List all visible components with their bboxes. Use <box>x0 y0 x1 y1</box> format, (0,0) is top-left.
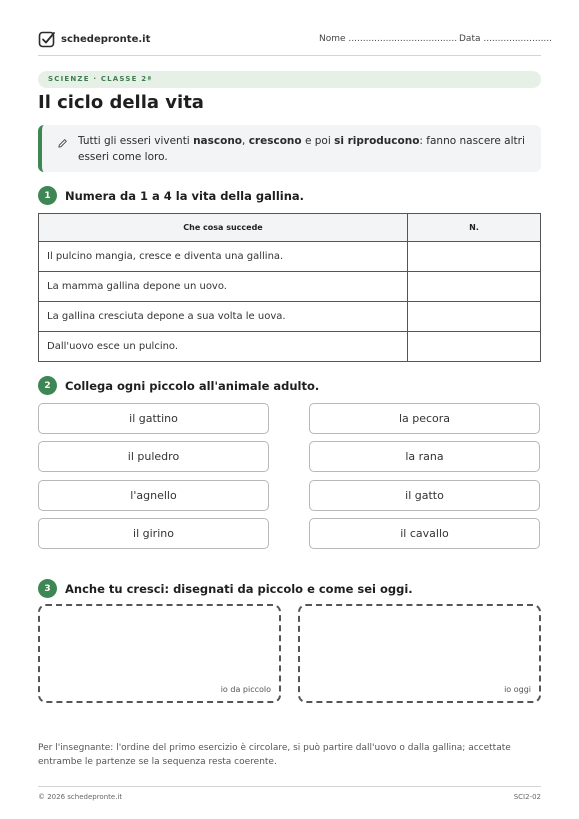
number-answer-cell[interactable] <box>408 332 541 362</box>
column-header-event: Che cosa succede <box>39 214 408 242</box>
footer-code: SCI2-02 <box>513 793 541 801</box>
intro-text: Tutti gli esseri viventi nascono, crescono e poi si riproducono: fanno nascere altri esseri come loro. <box>78 135 525 163</box>
teacher-note: Per l'insegnante: l'ordine del primo esercizio è circolare, si può partire dall'uovo o dalla gallina; accettate entrambe le partenze se la sequenza resta coerente. <box>38 743 511 767</box>
adult-animal-box[interactable]: la pecora <box>309 403 540 434</box>
drawing-box-young[interactable] <box>38 604 281 703</box>
event-cell: La gallina cresciuta depone a sua volta le uova. <box>39 302 408 332</box>
table-row <box>39 332 541 362</box>
subject-label: SCIENZE · CLASSE 2ª <box>48 75 153 83</box>
drawing-box-today[interactable] <box>298 604 541 703</box>
name-field[interactable]: Nome ...................................... <box>319 34 458 44</box>
logo <box>38 30 150 48</box>
number-answer-cell[interactable] <box>408 302 541 332</box>
adult-animal-box[interactable]: la rana <box>309 441 540 472</box>
number-answer-cell[interactable] <box>408 242 541 272</box>
exercise-3-number: 3 <box>38 579 57 598</box>
exercise-3-heading <box>38 579 413 598</box>
date-field[interactable]: Data ........................ <box>459 34 553 44</box>
exercise-1-heading <box>38 186 304 205</box>
number-answer-cell[interactable] <box>408 272 541 302</box>
adult-animal-box[interactable]: il cavallo <box>309 518 540 549</box>
young-animal-box[interactable]: il gattino <box>38 403 269 434</box>
young-animal-box[interactable]: il girino <box>38 518 269 549</box>
exercise-3-title: Anche tu cresci: disegnati da piccolo e come sei oggi. <box>65 581 413 596</box>
drawing-caption-today: io oggi <box>504 685 531 694</box>
sequence-table <box>38 213 541 362</box>
exercise-1-title: Numera da 1 a 4 la vita della gallina. <box>65 188 305 203</box>
event-cell: Il pulcino mangia, cresce e diventa una gallina. <box>39 242 408 272</box>
exercise-2-title: Collega ogni piccolo all'animale adulto. <box>65 378 320 393</box>
event-cell: Dall'uovo esce un pulcino. <box>39 332 408 362</box>
page-title: Il ciclo della vita <box>38 92 204 113</box>
intro-bold-riproducono: si riproducono <box>334 135 420 147</box>
drawing-caption-young: io da piccolo <box>220 685 271 694</box>
exercise-1-number: 1 <box>38 186 57 205</box>
adult-animal-box[interactable]: il gatto <box>309 480 540 511</box>
subject-band <box>38 71 541 88</box>
intro-bold-crescono: crescono <box>248 135 302 147</box>
intro-callout <box>38 125 541 172</box>
exercise-2-number: 2 <box>38 376 57 395</box>
young-animal-box[interactable]: l'agnello <box>38 480 269 511</box>
young-animal-box[interactable]: il puledro <box>38 441 269 472</box>
column-header-number: N. <box>408 214 541 242</box>
intro-bold-nascono: nascono <box>193 135 243 147</box>
exercise-2-heading <box>38 376 319 395</box>
page-header <box>38 30 553 56</box>
table-row <box>39 272 541 302</box>
table-row <box>39 242 541 272</box>
pencil-icon <box>57 138 68 149</box>
event-cell: La mamma gallina depone un uovo. <box>39 272 408 302</box>
footer-copyright: © 2026 schedepronte.it <box>38 793 123 801</box>
page-footer <box>38 786 541 801</box>
table-row <box>39 302 541 332</box>
check-box-icon <box>38 30 56 48</box>
site-name: schedepronte.it <box>61 33 151 45</box>
